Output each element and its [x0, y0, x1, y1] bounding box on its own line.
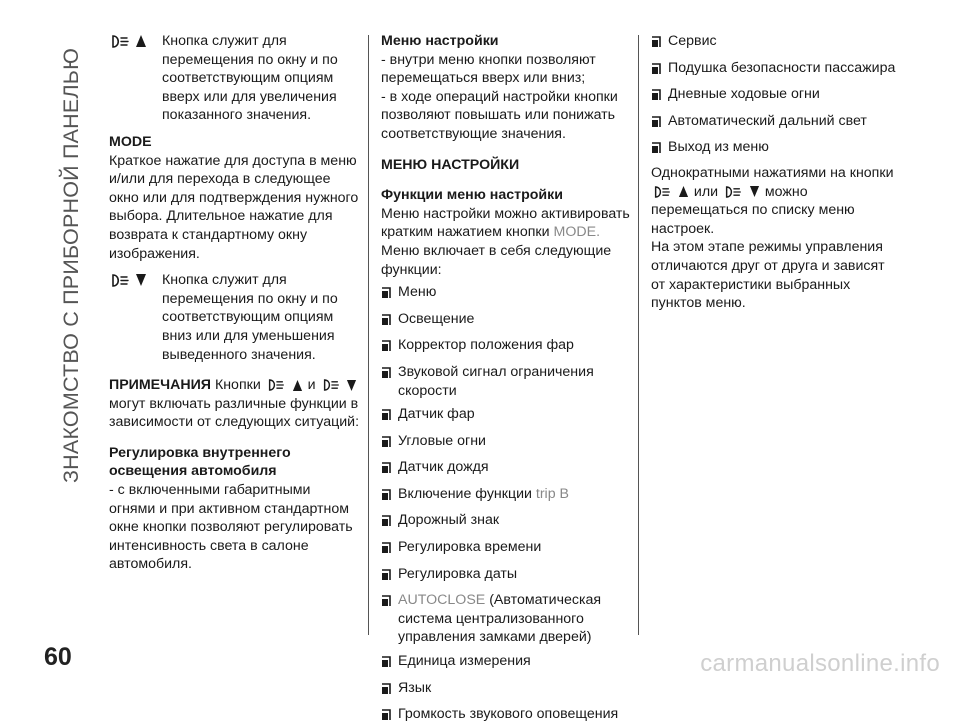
checkbox-bullet-icon: [381, 363, 398, 385]
checkbox-bullet-icon: [651, 138, 668, 160]
checkbox-bullet-icon: [651, 32, 668, 54]
note-paragraph: [109, 376, 359, 432]
column-divider-left: [368, 35, 369, 635]
list-item: Единица измерения: [381, 652, 631, 674]
checkbox-bullet-icon: [381, 652, 398, 674]
functions-list: [381, 283, 631, 727]
menu-settings-heading: Меню настройки: [381, 33, 499, 49]
headlight-icon: [321, 378, 341, 392]
list-item: Освещение: [381, 310, 631, 332]
checkbox-bullet-icon: [381, 485, 398, 507]
up-button-description: [109, 32, 359, 125]
list-item: Язык: [381, 679, 631, 701]
autoclose-label: AUTOCLOSE: [398, 592, 486, 609]
mode-label: MODE: [109, 133, 152, 150]
headlight-icon: [723, 185, 743, 199]
checkbox-bullet-icon: [381, 432, 398, 454]
checkbox-bullet-icon: [381, 705, 398, 727]
nav-or: или: [693, 183, 719, 200]
checkbox-bullet-icon: [381, 336, 398, 358]
settings-menu-heading: МЕНЮ НАСТРОЙКИ: [381, 156, 520, 173]
down-button-icons: [109, 271, 162, 294]
nav-text-2: можно перемещаться по списку меню настроек.: [651, 183, 855, 237]
arrow-down-icon: [346, 379, 357, 392]
interior-light-text: - с включенными габаритными огнями и при активном стандартном окне кнопки позволяют регулировать интенсивность света в салоне автомобиля.: [109, 482, 353, 573]
checkbox-bullet-icon: [381, 310, 398, 332]
arrow-down-icon: [749, 185, 760, 198]
list-item: Автоматический дальний свет: [651, 112, 901, 134]
note-text-2: и: [307, 377, 316, 394]
list-item: Дневные ходовые огни: [651, 85, 901, 107]
final-paragraph: На этом этапе режимы управления отличаются друг от друга и зависят от характеристики выбранных пунктов меню.: [651, 239, 885, 312]
menu-settings-line-1: - внутри меню кнопки позволяют перемещаться вверх или вниз;: [381, 51, 596, 87]
list-item: AUTOCLOSE (Автоматическая система централизованного управления замками дверей): [381, 591, 631, 647]
functions-intro: [381, 205, 631, 242]
checkbox-bullet-icon: [651, 112, 668, 134]
list-item: Включение функции trip B: [381, 485, 631, 507]
interior-light-heading: Регулировка внутреннего освещения автомобиля: [109, 444, 291, 480]
checkbox-bullet-icon: [381, 565, 398, 587]
menu-settings-line-2: - в ходе операций настройки кнопки позволяют повышать или понижать соответствующие значения.: [381, 88, 618, 142]
navigation-paragraph: [651, 164, 901, 238]
headlight-icon: [652, 185, 672, 199]
list-item: Дорожный знак: [381, 511, 631, 533]
down-button-description: [109, 271, 359, 364]
up-button-text: Кнопка служит для перемещения по окну и по соответствующим опциям вверх или для увеличения показанного значения.: [162, 33, 338, 124]
list-item: Меню: [381, 283, 631, 305]
list-item: Регулировка времени: [381, 538, 631, 560]
list-item: Датчик дождя: [381, 458, 631, 480]
arrow-up-icon: [292, 379, 303, 392]
list-item: Регулировка даты: [381, 565, 631, 587]
headlight-icon: [109, 34, 131, 55]
nav-text-1: Однократными нажатиями на кнопки: [651, 164, 894, 181]
list-item: Угловые огни: [381, 432, 631, 454]
list-item: Корректор положения фар: [381, 336, 631, 358]
checkbox-bullet-icon: [381, 511, 398, 533]
functions-mode: MODE.: [553, 224, 601, 241]
list-item: Подушка безопасности пассажира: [651, 59, 901, 81]
arrow-up-icon: [678, 185, 689, 198]
headlight-icon: [266, 378, 286, 392]
note-label: ПРИМЕЧАНИЯ: [109, 377, 211, 394]
list-item: Громкость звукового оповещения: [381, 705, 631, 727]
column-2: [381, 32, 631, 727]
note-text-1: Кнопки: [214, 377, 261, 394]
column-1: [109, 32, 359, 574]
list-item: Датчик фар: [381, 405, 631, 427]
list-item: Сервис: [651, 32, 901, 54]
headlight-icon: [109, 273, 131, 294]
up-button-icons: [109, 32, 162, 55]
list-item: Выход из меню: [651, 138, 901, 160]
watermark: carmanualsonline.info: [700, 650, 940, 677]
functions-heading: Функции меню настройки: [381, 187, 563, 204]
note-text-3: могут включать различные функции в зависимости от следующих ситуаций:: [109, 395, 360, 431]
mode-text: Краткое нажатие для доступа в меню и/или для перехода в следующее окно или для подтверждения нужного выбора. Длительное нажатие для возврата к стандартному окну изображения.: [109, 152, 359, 262]
down-button-text: Кнопка служит для перемещения по окну и по соответствующим опциям вниз или для уменьшения выведенного значения.: [162, 272, 338, 363]
functions-text-2: Меню включает в себя следующие функции:: [381, 242, 612, 278]
page-number: 60: [44, 643, 72, 671]
column-3: [651, 32, 901, 313]
checkbox-bullet-icon: [381, 538, 398, 560]
checkbox-bullet-icon: [381, 283, 398, 305]
checkbox-bullet-icon: [381, 458, 398, 480]
checkbox-bullet-icon: [381, 679, 398, 701]
checkbox-bullet-icon: [651, 59, 668, 81]
checkbox-bullet-icon: [381, 405, 398, 427]
functions-text-1: Меню настройки можно активировать кратким нажатием кнопки: [381, 205, 630, 241]
checkbox-bullet-icon: [381, 591, 398, 613]
list-item: Звуковой сигнал ограничения скорости: [381, 363, 631, 400]
checkbox-bullet-icon: [651, 85, 668, 107]
column-divider-right: [638, 35, 639, 635]
side-section-title-text: ЗНАКОМСТВО С ПРИБОРНОЙ ПАНЕЛЬЮ: [58, 47, 83, 483]
functions-list-continued: [651, 32, 901, 160]
side-section-title: [46, 20, 96, 510]
arrow-down-icon: [135, 273, 147, 294]
arrow-up-icon: [135, 34, 147, 55]
trip-b-label: trip B: [535, 485, 570, 502]
